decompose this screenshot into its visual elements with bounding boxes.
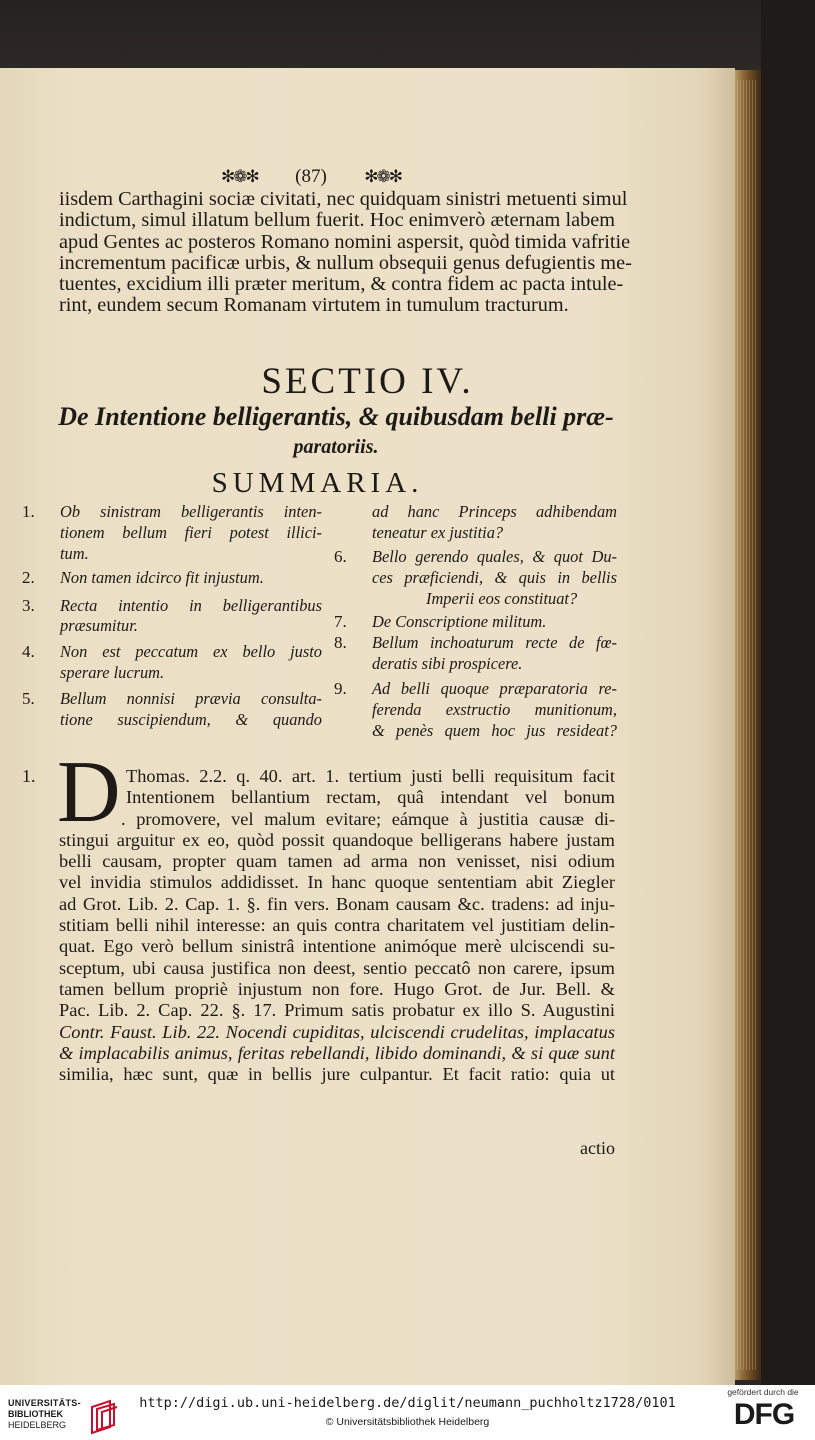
header-ornament-left: ✻❁✻	[221, 167, 258, 187]
summary-number: 4.	[22, 642, 35, 662]
summary-number: 2.	[22, 567, 35, 587]
text-line: stitiam belli nihil interesse: an quis contra charitatem vel justitiam delin-	[59, 915, 615, 936]
summary-number: 1.	[22, 502, 35, 521]
drop-capital: D	[57, 744, 121, 841]
summary-line: ferenda exstructio munitionum,	[372, 700, 617, 720]
subtitle-line: paratoriis.	[293, 436, 379, 458]
summary-number: 8.	[334, 633, 347, 653]
summary-line: De Conscriptione militum.	[372, 612, 547, 632]
text-line: stingui arguitur ex eo, quòd possit quandoque belligerans habere justam	[59, 829, 615, 850]
text-line: tamen bellum propriè injustum non fore. Hugo Grot. de Jur. Bell. &	[59, 978, 615, 999]
summary-item	[22, 596, 322, 638]
permalink-url[interactable]: http://digi.ub.uni-heidelberg.de/diglit/neumann_puchholtz1728/0101	[139, 1395, 676, 1411]
section-subtitle	[36, 401, 636, 463]
text-line: tuentes, excidium illi præter meritum, & contra fidem ac pacta intule-	[59, 273, 624, 296]
summary-item	[22, 502, 322, 565]
text-line: ad Grot. Lib. 2. Cap. 1. §. fin vers. Bonam causam &c. tradens: ad inju-	[59, 893, 615, 914]
summary-line: Ob sinistram belligerantis inten-	[60, 502, 322, 521]
running-header	[221, 164, 401, 190]
text-line: indictum, simul illatum bellum fuerit. Hoc enimverò æternam labem	[59, 209, 615, 232]
summary-line: Non est peccatum ex bello justo	[60, 642, 322, 662]
header-ornament-right: ✻❁✻	[364, 167, 401, 187]
summary-item	[22, 642, 322, 684]
text-line: & implacabilis animus, feritas rebellandi, libido dominandi, & si quæ sunt	[59, 1042, 615, 1063]
text-line: Thomas. 2.2. q. 40. art. 1. tertium justi belli requisitum facit	[126, 766, 615, 786]
logo-text-line: BIBLIOTHEK	[8, 1409, 63, 1419]
text-line: apud Gentes ac posteros Romano nomini aspersit, quòd timida vafritie	[59, 230, 631, 253]
summary-line: Imperii eos constituat?	[426, 588, 578, 608]
summary-number: 7.	[334, 612, 347, 632]
text-line: Intentionem bellantium rectam, quâ intendant vel bonum	[126, 787, 615, 808]
funder-caption: gefördert durch die	[727, 1387, 799, 1397]
summary-line: ces præficiendi, & quis in bellis	[372, 567, 617, 587]
summary-line: Bellum inchoaturum recte de fœ-	[372, 633, 617, 653]
summaria-right-column	[334, 502, 617, 742]
summary-line: Recta intentio in belligerantibus	[60, 595, 322, 615]
text-line: . promovere, vel malum evitare; eámque à justitia causæ di-	[121, 808, 615, 829]
summary-item	[334, 679, 617, 742]
summary-line: teneatur ex justitia?	[372, 522, 504, 542]
text-line: quat. Ego verò bellum sinistrâ intentione animóque merè ulciscendi su-	[59, 936, 615, 957]
catchword: actio	[580, 1138, 615, 1158]
section-heading: SECTIO IV.	[261, 361, 474, 402]
opening-paragraph	[59, 188, 632, 317]
summary-line: Bellum nonnisi prævia consulta-	[60, 689, 322, 709]
summary-item	[22, 689, 322, 731]
summaria-left-column	[22, 502, 322, 731]
summary-line: tionem bellum fieri potest illici-	[60, 522, 322, 542]
page-number: (87)	[295, 166, 327, 187]
text-line: rint, eundem secum Romanam virtutem in tumulum tracturum.	[59, 294, 569, 317]
summary-line: tione suscipiendum, & quando	[60, 710, 322, 730]
summary-line: & penès quem hoc jus resideat?	[372, 720, 617, 740]
logo-text-line: HEIDELBERG	[8, 1420, 67, 1430]
summary-line: Bello gerendo quales, & quot Du-	[372, 546, 617, 566]
summary-number: 9.	[334, 679, 347, 699]
summary-item	[334, 612, 617, 633]
text-line: Contr. Faust. Lib. 22. Nocendi cupiditas, ulciscendi crudelitas, implacatus	[59, 1021, 615, 1042]
summary-line: ad hanc Princeps adhibendam	[372, 502, 617, 521]
copyright-notice: © Universitätsbibliothek Heidelberg	[325, 1416, 490, 1428]
logo-text-line: UNIVERSITÄTS-	[8, 1398, 81, 1408]
summaria-heading: SUMMARIA.	[211, 467, 424, 499]
viewer-footer	[0, 1385, 815, 1440]
text-line: vel invidia stimulos addidisset. In hanc quoque sententiam abit Ziegler	[59, 872, 615, 893]
page-edge-stripes	[737, 80, 757, 1370]
summary-line: præsumitur.	[60, 616, 138, 636]
dfg-logo[interactable]: DFG	[733, 1398, 795, 1431]
summary-line: sperare lucrum.	[60, 663, 165, 683]
summary-line: tum.	[60, 543, 89, 563]
summary-number: 5.	[22, 689, 35, 709]
text-line: Pac. Lib. 2. Cap. 22. §. 17. Primum satis probatur ex illo S. Augustini	[59, 1000, 615, 1021]
scanner-margin	[761, 0, 815, 1385]
paragraph-number: 1.	[22, 766, 36, 786]
summary-line: Non tamen idcirco fit injustum.	[60, 567, 264, 587]
text-line: iisdem Carthagini sociæ civitati, nec quidquam sinistri metuenti simul	[59, 188, 628, 210]
summary-item	[334, 633, 617, 675]
summary-line: Ad belli quoque præparatoria re-	[372, 679, 617, 699]
subtitle-line: De Intentione belligerantis, & quibusdam belli præ-	[58, 402, 614, 431]
summary-item	[334, 547, 617, 610]
summary-line: deratis sibi prospicere.	[372, 654, 523, 674]
text-line: belli causam, propter quam tamen ad arma non venisset, nisi odium	[59, 851, 615, 872]
summary-number: 3.	[22, 595, 35, 615]
summary-number: 6.	[334, 546, 347, 566]
text-line: sceptum, ubi causa justifica non deest, sentio peccatô non carere, ipsum	[59, 957, 615, 978]
summary-item	[334, 502, 617, 544]
summary-item	[22, 568, 322, 589]
text-line: similia, hæc sunt, quæ in bellis jure culpantur. Et facit ratio: quia ut	[59, 1064, 615, 1085]
body-paragraph	[59, 766, 615, 1085]
text-line: incrementum pacificæ urbis, & nullum obsequii genus defugientis me-	[59, 251, 632, 274]
